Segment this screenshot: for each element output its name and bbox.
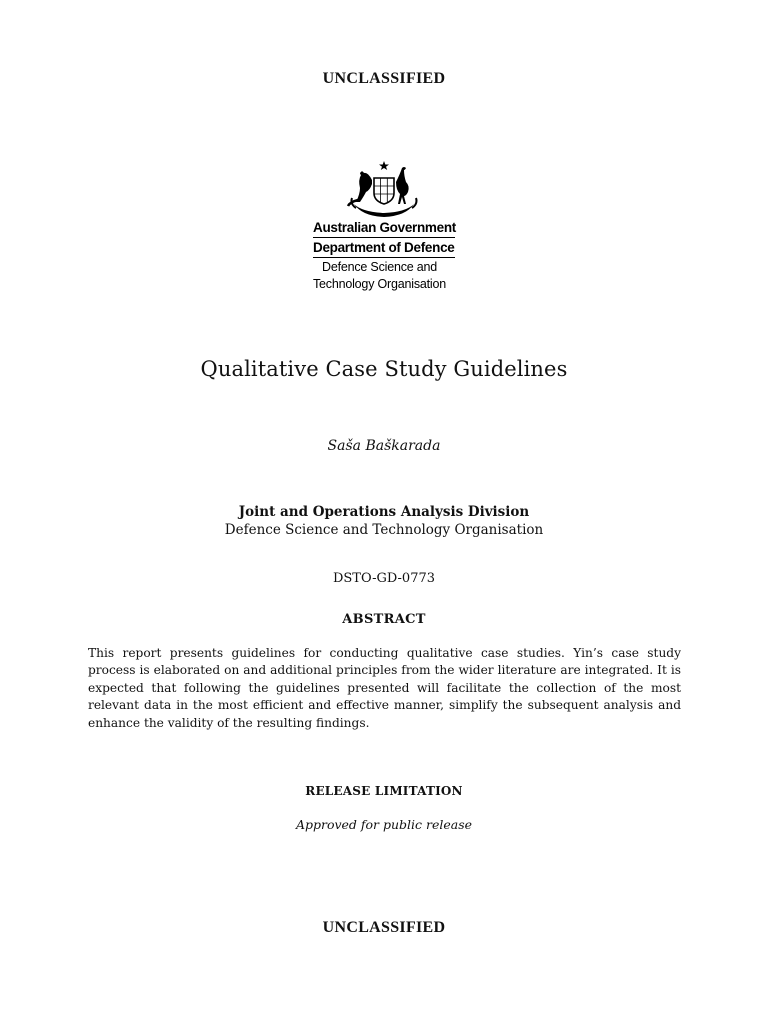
logo-divider — [313, 257, 455, 258]
document-title: Qualitative Case Study Guidelines — [200, 357, 568, 381]
logo-line-government: Australian Government — [313, 220, 456, 235]
organisation-name: Defence Science and Technology Organisation — [224, 522, 544, 538]
commonwealth-coat-of-arms-icon — [344, 160, 424, 220]
abstract-body: This report presents guidelines for conducting qualitative case studies. Yin’s case study process is elaborated on and additional principles from the wider literature are integrated. It is expected that following the guidelines presented will facilitate the collection of the most relevant data in the most efficient and effective manner, simplify the subsequent analysis and enhance the validity of the resulting findings. — [88, 646, 681, 730]
classification-footer: UNCLASSIFIED — [322, 919, 446, 936]
government-logo-text — [313, 219, 483, 293]
logo-line-department: Department of Defence — [313, 240, 455, 255]
release-limitation-heading: RELEASE LIMITATION — [305, 784, 463, 798]
logo-line-dsto-1: Defence Science and — [322, 260, 438, 274]
report-number: DSTO-GD-0773 — [332, 571, 436, 586]
author-name: Saša Baškarada — [327, 438, 441, 454]
release-limitation-text: Approved for public release — [295, 817, 473, 832]
classification-header: UNCLASSIFIED — [322, 70, 446, 87]
logo-divider — [313, 237, 455, 238]
logo-line-dsto-2: Technology Organisation — [313, 277, 446, 291]
abstract-heading: ABSTRACT — [342, 612, 426, 627]
division-name: Joint and Operations Analysis Division — [238, 504, 530, 520]
